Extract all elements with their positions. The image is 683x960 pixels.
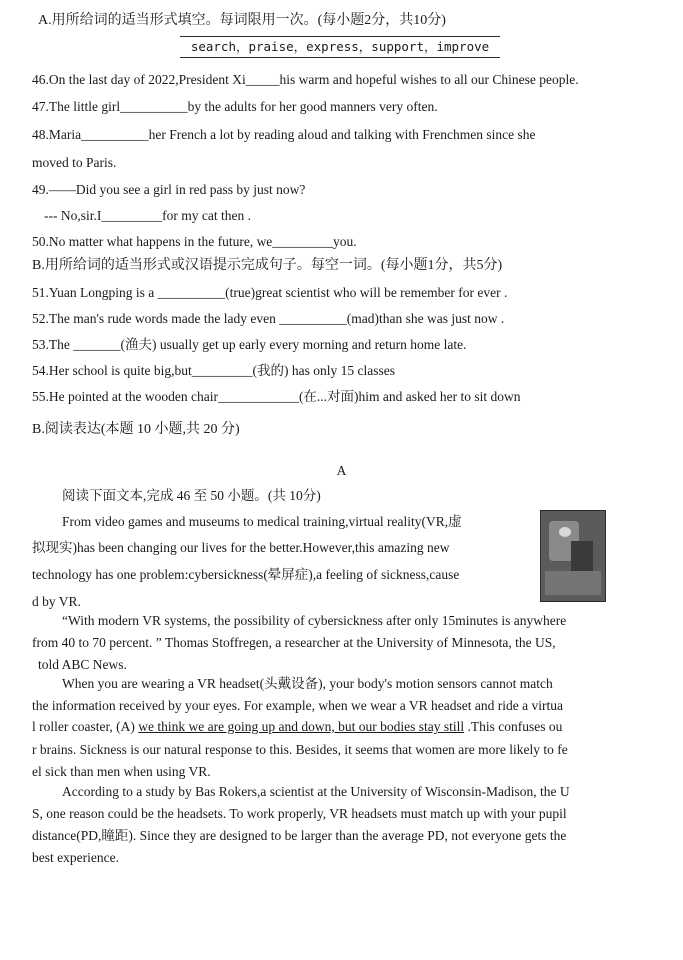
paragraph-3-line: el sick than men when using VR. <box>32 764 211 779</box>
reading-instruction: 阅读下面文本,完成 46 至 50 小题。(共 10分) <box>62 488 321 503</box>
underlined-sentence-a: we think we are going up and down, but our bodies stay still <box>138 719 465 734</box>
paragraph-2-line: told ABC News. <box>38 657 127 672</box>
paragraph-1-line: From video games and museums to medical training,virtual reality(VR,虚 <box>62 514 462 529</box>
word-bank-box: search，praise，express，support，improve <box>180 36 500 58</box>
question-55: 55.He pointed at the wooden chair____________(在...对面)him and asked her to sit down <box>32 389 521 404</box>
reading-heading: B.阅读表达(本题 10 小题,共 20 分) <box>32 422 240 437</box>
question-48-line-2: moved to Paris. <box>32 155 117 170</box>
paragraph-3-line: When you are wearing a VR headset(头戴设备), your body's motion sensors cannot match <box>62 676 553 691</box>
section-b-heading: B.用所给词的适当形式或汉语提示完成句子。每空一词。(每小题1分，共5分) <box>32 258 503 273</box>
vr-photo <box>540 510 606 602</box>
question-49-line-1: 49.——Did you see a girl in red pass by just now? <box>32 182 306 197</box>
question-46: 46.On the last day of 2022,President Xi_____his warm and hopeful wishes to all our Chinese people. <box>32 72 579 87</box>
question-51: 51.Yuan Longping is a __________(true)great scientist who will be remember for ever . <box>32 285 508 300</box>
paragraph-1-line: d by VR. <box>32 594 81 609</box>
paragraph-4-line: According to a study by Bas Rokers,a scientist at the University of Wisconsin-Madison, the U <box>62 784 570 799</box>
paragraph-4-line: S, one reason could be the headsets. To work properly, VR headsets must match up with your pupil <box>32 806 567 821</box>
question-48-line-1: 48.Maria__________her French a lot by reading aloud and talking with Frenchmen since she <box>32 127 536 142</box>
paragraph-3-text: l roller coaster, (A) <box>32 719 139 734</box>
question-54: 54.Her school is quite big,but_________(我的) has only 15 classes <box>32 363 395 378</box>
paragraph-1-line: technology has one problem:cybersickness(晕屏症),a feeling of sickness,cause <box>32 567 460 582</box>
paragraph-3-line: the information received by your eyes. For example, when we wear a VR headset and ride a virtua <box>32 698 563 713</box>
question-53: 53.The _______(渔夫) usually get up early every morning and return home late. <box>32 337 467 352</box>
paragraph-4-line: best experience. <box>32 850 119 865</box>
paragraph-2-line: from 40 to 70 percent. ” Thomas Stoffregen, a researcher at the University of Minnesota, the US, <box>32 635 556 650</box>
paragraph-3-text: .This confuses ou <box>464 719 563 734</box>
paragraph-2-line: “With modern VR systems, the possibility of cybersickness after only 15minutes is anywhere <box>62 613 567 628</box>
question-50: 50.No matter what happens in the future, we_________you. <box>32 234 357 249</box>
paragraph-3-line <box>32 718 562 736</box>
section-a-heading: A.用所给词的适当形式填空。每词限用一次。(每小题2分，共10分) <box>38 13 446 28</box>
question-49-line-2: --- No,sir.I_________for my cat then . <box>44 208 251 223</box>
passage-label: A <box>336 463 347 478</box>
question-52: 52.The man's rude words made the lady even __________(mad)than she was just now . <box>32 311 505 326</box>
question-47: 47.The little girl__________by the adults for her good manners very often. <box>32 99 438 114</box>
paragraph-1-line: 拟现实)has been changing our lives for the better.However,this amazing new <box>32 540 450 555</box>
paragraph-4-line: distance(PD,瞳距). Since they are designed to be larger than the average PD, not everyone gets the <box>32 828 567 843</box>
paragraph-3-line: r brains. Sickness is our natural response to this. Besides, it seems that women are more likely to fe <box>32 742 568 757</box>
